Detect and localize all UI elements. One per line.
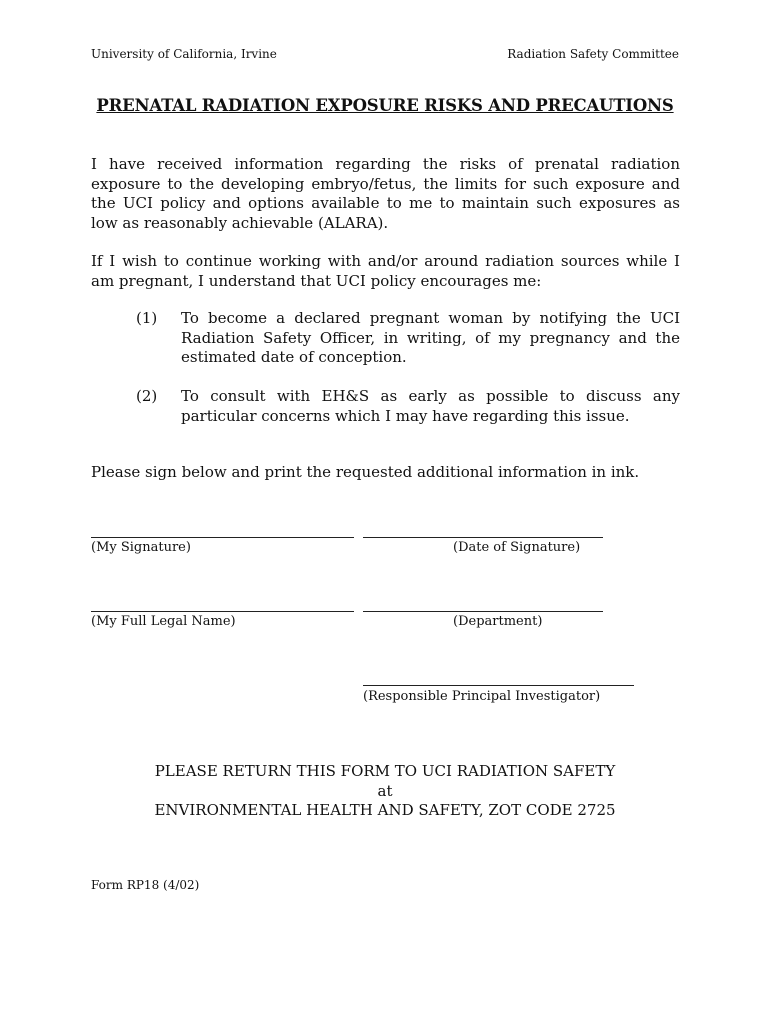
header-institution: University of California, Irvine xyxy=(91,47,277,61)
list-item-text: To consult with EH&S as early as possible to discuss any particular concerns which I may have regarding this issue. xyxy=(181,387,680,425)
signing-instruction: Please sign below and print the requested additional information in ink. xyxy=(91,463,640,481)
form-identifier: Form RP18 (4/02) xyxy=(91,878,200,892)
return-instructions xyxy=(0,762,770,821)
return-line-2: at xyxy=(377,781,393,800)
intro-paragraph: I have received information regarding the risks of prenatal radiation exposure to the developing embryo/fetus, the limits for such exposure and the UCI policy and options available to me to maintain such exposures as low as reasonably achievable (ALARA). xyxy=(91,155,680,232)
date-line[interactable] xyxy=(363,537,603,538)
pi-line[interactable] xyxy=(363,685,634,686)
name-label: (My Full Legal Name) xyxy=(91,614,236,629)
list-item-number: (1) xyxy=(136,309,158,327)
return-line-1: PLEASE RETURN THIS FORM TO UCI RADIATION SAFETY xyxy=(154,762,616,780)
date-label: (Date of Signature) xyxy=(453,540,581,555)
header-committee: Radiation Safety Committee xyxy=(507,47,679,61)
pi-label: (Responsible Principal Investigator) xyxy=(363,689,601,704)
document-title: PRENATAL RADIATION EXPOSURE RISKS AND PRECAUTIONS xyxy=(96,96,674,115)
department-label: (Department) xyxy=(453,614,543,629)
policy-paragraph: If I wish to continue working with and/or around radiation sources while I am pregnant, I understand that UCI policy encourages me: xyxy=(91,252,680,290)
department-line[interactable] xyxy=(363,611,603,612)
list-item-number: (2) xyxy=(136,387,158,405)
signature-line[interactable] xyxy=(91,537,354,538)
signature-label: (My Signature) xyxy=(91,540,191,555)
list-item-text: To become a declared pregnant woman by notifying the UCI Radiation Safety Officer, in writing, of my pregnancy and the estimated date of conception. xyxy=(181,309,680,366)
name-line[interactable] xyxy=(91,611,354,612)
return-line-3: ENVIRONMENTAL HEALTH AND SAFETY, ZOT CODE 2725 xyxy=(154,801,616,819)
